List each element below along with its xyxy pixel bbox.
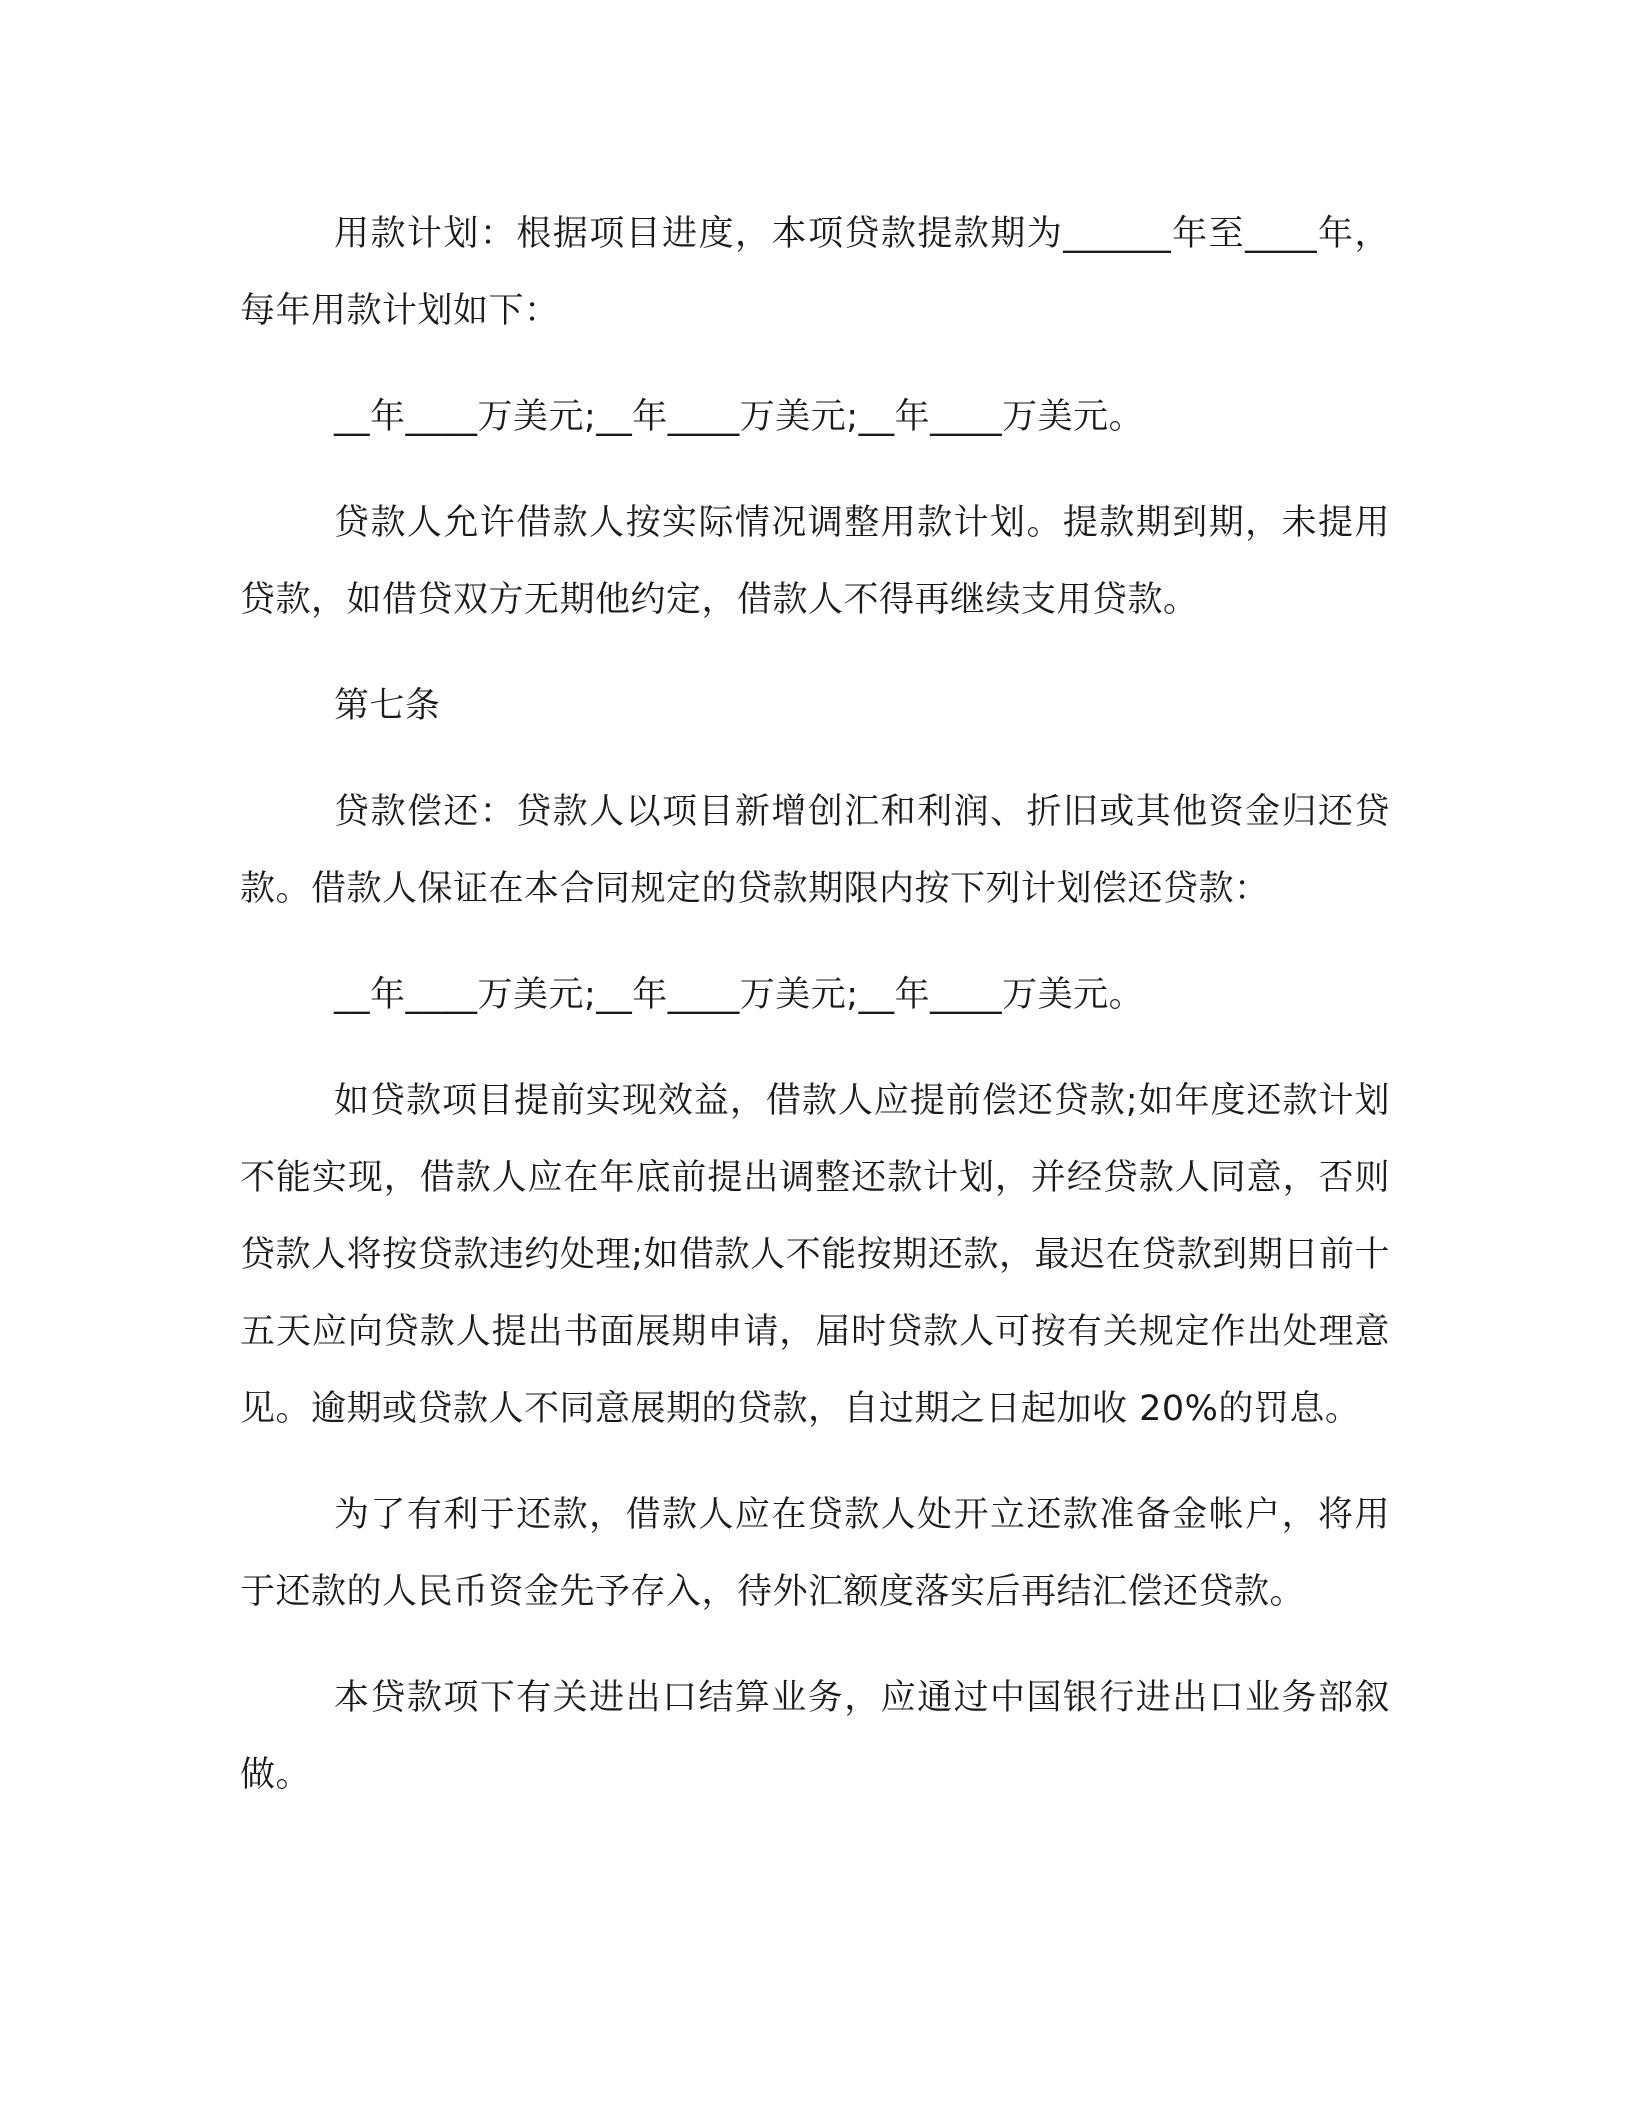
paragraph-settlement: 本贷款项下有关进出口结算业务，应通过中国银行进出口业务部叙做。 xyxy=(240,1678,1390,1795)
article-heading: 第七条 xyxy=(334,686,441,726)
paragraph-drawdown-plan: 用款计划：根据项目进度，本项贷款提款期为______年至____年，每年用款计划如下： xyxy=(240,214,1390,331)
document-body xyxy=(240,196,1390,1843)
paragraph-reserve-account: 为了有利于还款，借款人应在贷款人处开立还款准备金帐户，将用于还款的人民币资金先予存入，待外汇额度落实后再结汇偿还贷款。 xyxy=(240,1495,1390,1612)
paragraph-drawdown-amounts: __年____万美元;__年____万美元;__年____万美元。 xyxy=(334,397,1145,437)
paragraph-plan-adjustment: 贷款人允许借款人按实际情况调整用款计划。提款期到期，未提用贷款，如借贷双方无期他约定，借款人不得再继续支用贷款。 xyxy=(240,503,1390,620)
paragraph-early-repayment: 如贷款项目提前实现效益，借款人应提前偿还贷款;如年度还款计划不能实现，借款人应在年底前提出调整还款计划，并经贷款人同意，否则贷款人将按贷款违约处理;如借款人不能按期还款，最迟在贷款到期日前十五天应向贷款人提出书面展期申请，届时贷款人可按有关规定作出处理意见。逾期或贷款人不同意展期的贷款，自过期之日起加收 20%的罚息。 xyxy=(240,1081,1390,1429)
paragraph-repayment: 贷款偿还：贷款人以项目新增创汇和利润、折旧或其他资金归还贷款。借款人保证在本合同规定的贷款期限内按下列计划偿还贷款： xyxy=(240,792,1390,909)
paragraph-repayment-amounts: __年____万美元;__年____万美元;__年____万美元。 xyxy=(334,975,1145,1015)
